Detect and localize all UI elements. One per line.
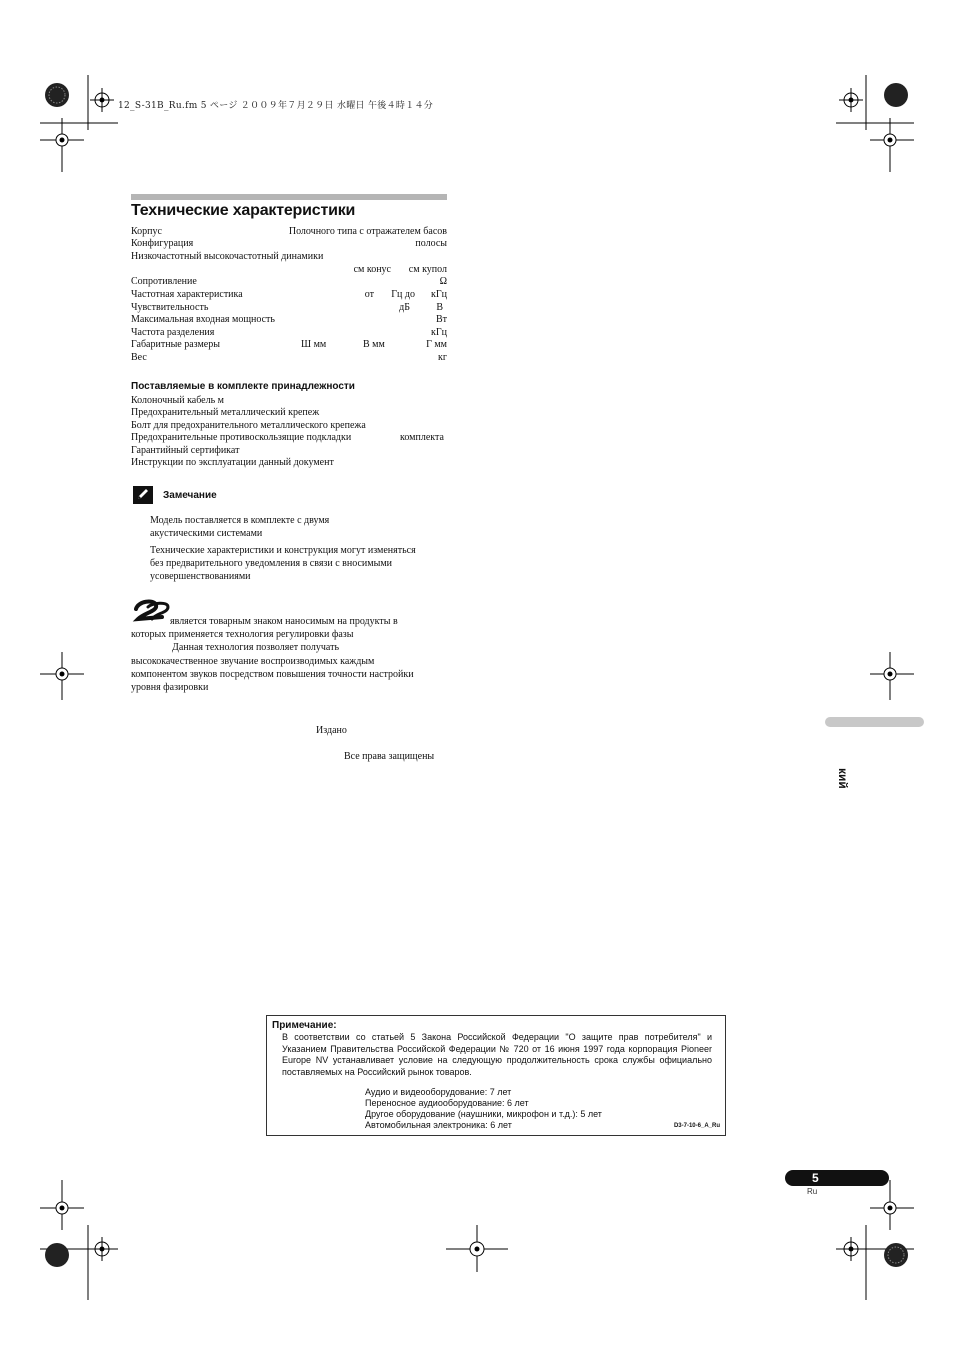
trademark-text: компонентом звуков посредством повышения точности настройки: [131, 669, 414, 680]
trademark-text: уровня фазировки: [131, 682, 209, 693]
accessory-item: Предохранительные противоскользящие подкладки: [131, 432, 352, 443]
spec-value: дБ: [399, 302, 410, 313]
spec-value: Г мм: [426, 339, 447, 350]
spec-row: [131, 289, 447, 301]
spec-value: В: [436, 302, 443, 313]
notice-line: Автомобильная электроника: 6 лет: [365, 1120, 512, 1130]
spec-label: Частотная характеристика: [131, 289, 243, 300]
notice-title: Примечание:: [272, 1020, 337, 1031]
specs-title: Технические характеристики: [131, 202, 356, 219]
file-header-line: 12_S-31B_Ru.fm 5 ページ ２００９年７月２９日 水曜日 午後４時１４分: [118, 101, 434, 111]
spec-value: Гц до: [391, 289, 415, 300]
notice-line: Аудио и видеооборудование: 7 лет: [365, 1087, 512, 1097]
trademark-text: Данная технология позволяет получать: [172, 642, 340, 653]
spec-row: [131, 251, 447, 263]
accessories-title: Поставляемые в комплекте принадлежности: [131, 381, 355, 392]
spec-value: см конус: [353, 264, 391, 275]
spec-label: Вес: [131, 352, 147, 363]
spec-row: [131, 226, 447, 238]
spec-label: Габаритные размеры: [131, 339, 220, 350]
spec-value: кг: [438, 352, 447, 363]
note-text: Технические характеристики и конструкция могут изменяться: [150, 545, 416, 556]
accessory-item: Колоночный кабель м: [131, 395, 224, 406]
spec-label: Частота разделения: [131, 327, 215, 338]
phase-control-logo: [132, 599, 170, 625]
language-tab: [825, 717, 924, 727]
trademark-text: высококачественное звучание воспроизводимых каждым: [131, 656, 375, 667]
spec-value: полосы: [415, 238, 447, 249]
rights-reserved: Все права защищены: [344, 751, 435, 762]
trademark-text: которых применяется технология регулировки фазы: [131, 629, 354, 640]
section-title-bar: [131, 194, 447, 200]
spec-row: [131, 327, 447, 339]
notice-line: Другое оборудование (наушники, микрофон и т.д.): 5 лет: [365, 1109, 602, 1119]
spec-row: [131, 339, 447, 351]
note-label: Замечание: [163, 490, 217, 501]
service-life-notice: [266, 1015, 726, 1136]
spec-row: [131, 302, 447, 314]
spec-label: Низкочастотный высокочастотный динамики: [131, 251, 324, 262]
spec-value: кГц: [431, 327, 447, 338]
spec-label: Конфигурация: [131, 238, 194, 249]
spec-row: [131, 264, 447, 276]
page-language: Ru: [807, 1187, 818, 1196]
notice-code: D3-7-10-6_A_Ru: [673, 1123, 720, 1129]
spec-value: Ш мм: [301, 339, 327, 350]
accessory-item: Предохранительный металлический крепеж: [131, 407, 320, 418]
page-number: 5: [812, 1171, 819, 1185]
spec-value: кГц: [431, 289, 447, 300]
accessory-item: Инструкции по эксплуатации данный документ: [131, 457, 334, 468]
spec-label: Корпус: [131, 226, 162, 237]
note-text: акустическими системами: [150, 528, 263, 539]
spec-label: Чувствительность: [131, 302, 209, 313]
spec-label: Максимальная входная мощность: [131, 314, 275, 325]
spec-row: [131, 314, 447, 326]
note-text: Модель поставляется в комплекте с двумя: [150, 515, 330, 526]
spec-value: от: [364, 289, 374, 300]
spec-value: Полочного типа с отражателем басов: [288, 226, 447, 237]
note-text: без предварительного уведомления в связи с вносимыми: [150, 558, 393, 569]
language-side-label: кий: [836, 768, 850, 789]
trademark-text: является товарным знаком наносимым на продукты в: [170, 616, 398, 627]
published-label: Издано: [316, 725, 347, 736]
spec-value: Вт: [435, 314, 447, 325]
note-text: усовершенствованиями: [150, 571, 251, 582]
notice-line: Переносное аудиооборудование: 6 лет: [365, 1098, 529, 1108]
spec-row: [131, 238, 447, 250]
accessory-item: Болт для предохранительного металлического крепежа: [131, 420, 366, 431]
accessory-item: Гарантийный сертификат: [131, 445, 240, 456]
page-number-badge: [785, 1170, 889, 1186]
spec-value: Ω: [439, 276, 447, 287]
spec-row: [131, 352, 447, 364]
spec-row: [131, 276, 447, 288]
spec-value: см купол: [408, 264, 447, 275]
note-pencil-icon: [133, 486, 153, 504]
accessory-item-quantity: комплекта: [400, 432, 444, 443]
spec-value: В мм: [363, 339, 385, 350]
notice-body: В соответствии со статьей 5 Закона Российской Федерации "О защите прав потребителя" и Указанием Правительства Российской Федерации № 720 от 16 июня 1997 года корпорация Pioneer Europe NV устанавливает условие на следующую продолжительность срока службы официально поставляемых на Российский рынок товаров.: [282, 1032, 712, 1077]
spec-label: Сопротивление: [131, 276, 197, 287]
